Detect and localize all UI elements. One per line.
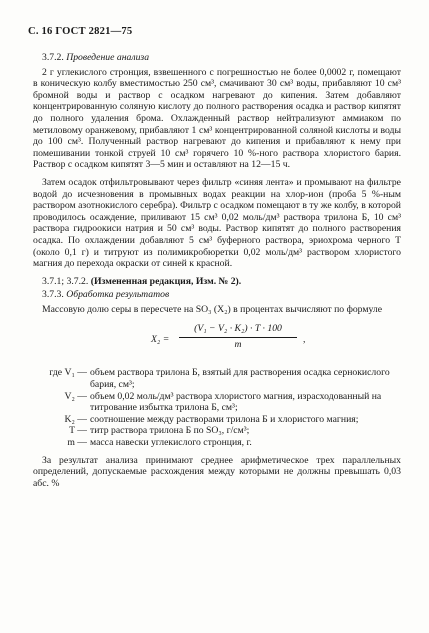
page-header: С. 16 ГОСТ 2821—75 bbox=[28, 26, 133, 37]
section-title: Обработка результатов bbox=[66, 289, 170, 301]
definition-item bbox=[33, 367, 401, 390]
paragraph: 2 г углекислого стронция, взвешенного с погрешностью не более 0,0002 г, помещают в коническую колбу вместимостью 250 см³, смачивают 30 см³ воды, прибавляют 10 см³ бромной воды и раствор с осадком нагревают до кипения. Затем добавляют концентрированную соляную кислоту до полного растворения осадка и раствор кипятят до полного удаления брома. Охлажденный раствор нейтрализуют аммиаком по метиловому оранжевому, прибавляют 1 см³ концентрированной соляной кислоты и воды до 100 см³. Полученный раствор нагревают до кипения и прибавляют к нему при помешивании тонкой струей 10 см³ горячего 10 %-ного раствора хлористого бария. Раствор с осадком кипятят 3—5 мин и оставляют на 12—15 ч. bbox=[33, 66, 401, 171]
definition-symbol: где V₁ — bbox=[49, 367, 87, 379]
formula-comma: , bbox=[303, 334, 306, 346]
definition-symbol: V₂ — bbox=[64, 390, 87, 402]
document-body bbox=[33, 52, 401, 495]
definition-symbol: K₂ — bbox=[64, 413, 87, 425]
paragraph: Массовую долю серы в пересчете на SO₃ (X₂) в процентах вычисляют по формуле bbox=[42, 303, 383, 315]
edition-note bbox=[33, 276, 401, 288]
formula bbox=[33, 323, 401, 357]
variable-definitions bbox=[33, 367, 401, 448]
section-number: 3.7.2. bbox=[42, 52, 64, 63]
definition-text: объем 0,02 моль/дм³ раствора хлористого магния, израсходованный на титрование избытка трилона Б, см³; bbox=[90, 390, 382, 414]
definition-text: объем раствора трилона Б, взятый для растворения осадка сернокислого бария, см³; bbox=[90, 367, 390, 391]
definition-item bbox=[33, 437, 401, 449]
paragraph: Затем осадок отфильтровывают через фильтр «синяя лента» и промывают на фильтре водой до исчезновения в промывных водах реакции на хлор-ион (проба 5 %-ным раствором азотнокислого серебра). Фильтр с осадком помещают в ту же колбу, в которой проводилось осаждение, приливают 15 см³ 0,02 моль/дм³ раствора трилона Б, 10 см³ раствора гидроокиси натрия и 50 см³ воды. Раствор кипятят до полного растворения осадка. По охлаждении добавляют 5 см³ буферного раствора, эриохрома черного Т (около 0,1 г) и титруют из полимикробюретки 0,02 моль/дм³ раствором хлористого магния до перехода окраски от синей к красной. bbox=[33, 176, 401, 270]
edition-label: (Измененная редакция, Изм. № 2). bbox=[90, 275, 242, 287]
definition-item bbox=[33, 391, 401, 414]
definition-symbol: m — bbox=[67, 437, 87, 449]
section-number: 3.7.3. bbox=[42, 289, 64, 301]
definition-text: титр раствора трилона Б по SO₃, г/см³; bbox=[90, 425, 250, 437]
formula-numerator: (V₁ − V₂ · K₂) · T · 100 bbox=[194, 323, 282, 335]
definition-text: соотношение между растворами трилона Б и хлористого магния; bbox=[90, 413, 359, 425]
definition-text: масса навески углекислого стронция, г. bbox=[90, 437, 252, 449]
formula-denominator: m bbox=[234, 339, 242, 351]
fraction-bar bbox=[179, 337, 297, 338]
definition-item bbox=[33, 414, 401, 426]
definition-item bbox=[33, 425, 401, 437]
section-3-7-3-heading bbox=[42, 289, 401, 301]
section-title: Проведение анализа bbox=[66, 52, 150, 63]
formula-lhs: X₂ = bbox=[151, 334, 170, 346]
definition-symbol: T — bbox=[69, 425, 87, 437]
formula-fraction bbox=[179, 323, 297, 350]
paragraph: За результат анализа принимают среднее арифметическое трех параллельных определений, допускаемые расхождения между которыми не должны превышать 0,03 абс. % bbox=[33, 454, 401, 489]
section-3-7-2-heading bbox=[42, 52, 401, 64]
edition-sections: 3.7.1; 3.7.2. bbox=[42, 275, 89, 287]
